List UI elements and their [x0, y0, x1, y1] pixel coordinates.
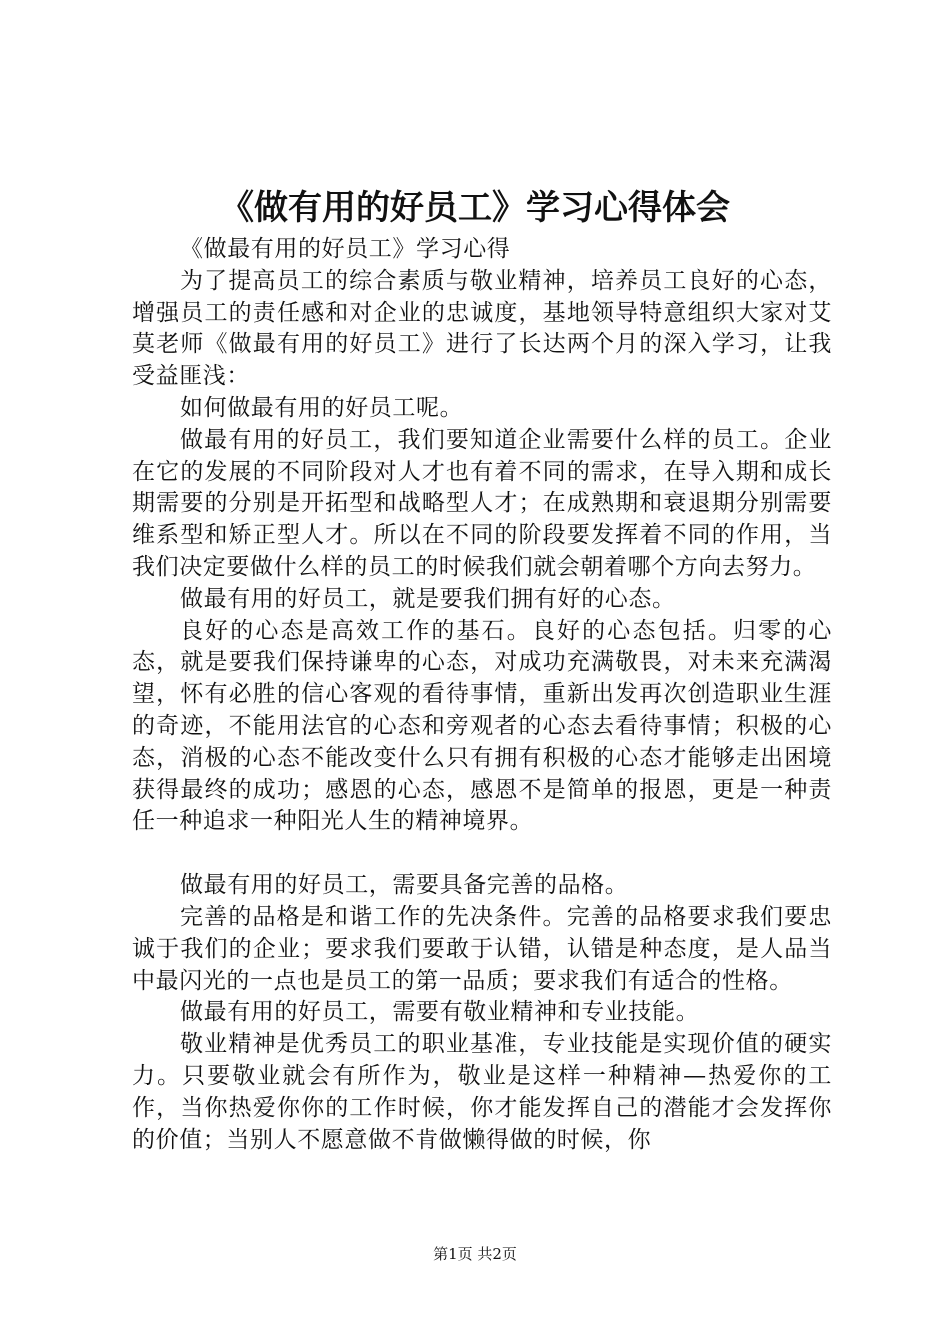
- paragraph-dedication-heading: 做最有用的好员工，需要有敬业精神和专业技能。: [180, 999, 700, 1026]
- paragraph-character-detail: 完善的品格是和谐工作的先决条件。完善的品格要求我们要忠诚于我们的企业；要求我们要敢于认错，认错是种态度，是人品当中最闪光的一点也是员工的第一品质；要求我们有适合的性格。: [132, 903, 832, 994]
- paragraph-mindset-heading: 做最有用的好员工，就是要我们拥有好的心态。: [180, 585, 676, 612]
- paragraph-dedication-detail: 敬业精神是优秀员工的职业基准，专业技能是实现价值的硬实力。只要敬业就会有所作为，敬业是这样一种精神—热爱你的工作，当你热爱你你的工作时候，你才能发挥自己的潜能才会发挥你的价值；当别人不愿意做不肯做懒得做的时候，你: [132, 1031, 832, 1153]
- paragraph-character-heading: 做最有用的好员工，需要具备完善的品格。: [180, 872, 629, 899]
- paragraph-mindset-detail: 良好的心态是高效工作的基石。良好的心态包括。归零的心态，就是要我们保持谦卑的心态，对成功充满敬畏，对未来充满渴望，怀有必胜的信心客观的看待事情，重新出发再次创造职业生涯的奇迹，不能用法官的心态和旁观者的心态去看待事情；积极的心态，消极的心态不能改变什么只有拥有积极的心态才能够走出困境获得最终的成功；感恩的心态，感恩不是简单的报恩，更是一种责任一种追求一种阳光人生的精神境界。: [132, 617, 832, 835]
- paragraph-enterprise-needs: 做最有用的好员工，我们要知道企业需要什么样的员工。企业在它的发展的不同阶段对人才也有着不同的需求，在导入期和成长期需要的分别是开拓型和战略型人才；在成熟期和衰退期分别需要维系型和矫正型人才。所以在不同的阶段要发挥着不同的作用，当我们决定要做什么样的员工的时候我们就会朝着哪个方向去努力。: [132, 426, 832, 580]
- paragraph-subtitle: 《做最有用的好员工》学习心得: [180, 236, 511, 262]
- document-title: 《做有用的好员工》学习心得体会: [220, 188, 730, 228]
- page-number-footer: 第1页 共2页: [433, 1245, 517, 1263]
- paragraph-intro: 为了提高员工的综合素质与敬业精神，培养员工良好的心态，增强员工的责任感和对企业的忠诚度，基地领导特意组织大家对艾莫老师《做最有用的好员工》进行了长达两个月的深入学习，让我受益匪浅：: [132, 267, 832, 390]
- document-body: [132, 234, 832, 1156]
- paragraph-question: 如何做最有用的好员工呢。: [180, 394, 464, 421]
